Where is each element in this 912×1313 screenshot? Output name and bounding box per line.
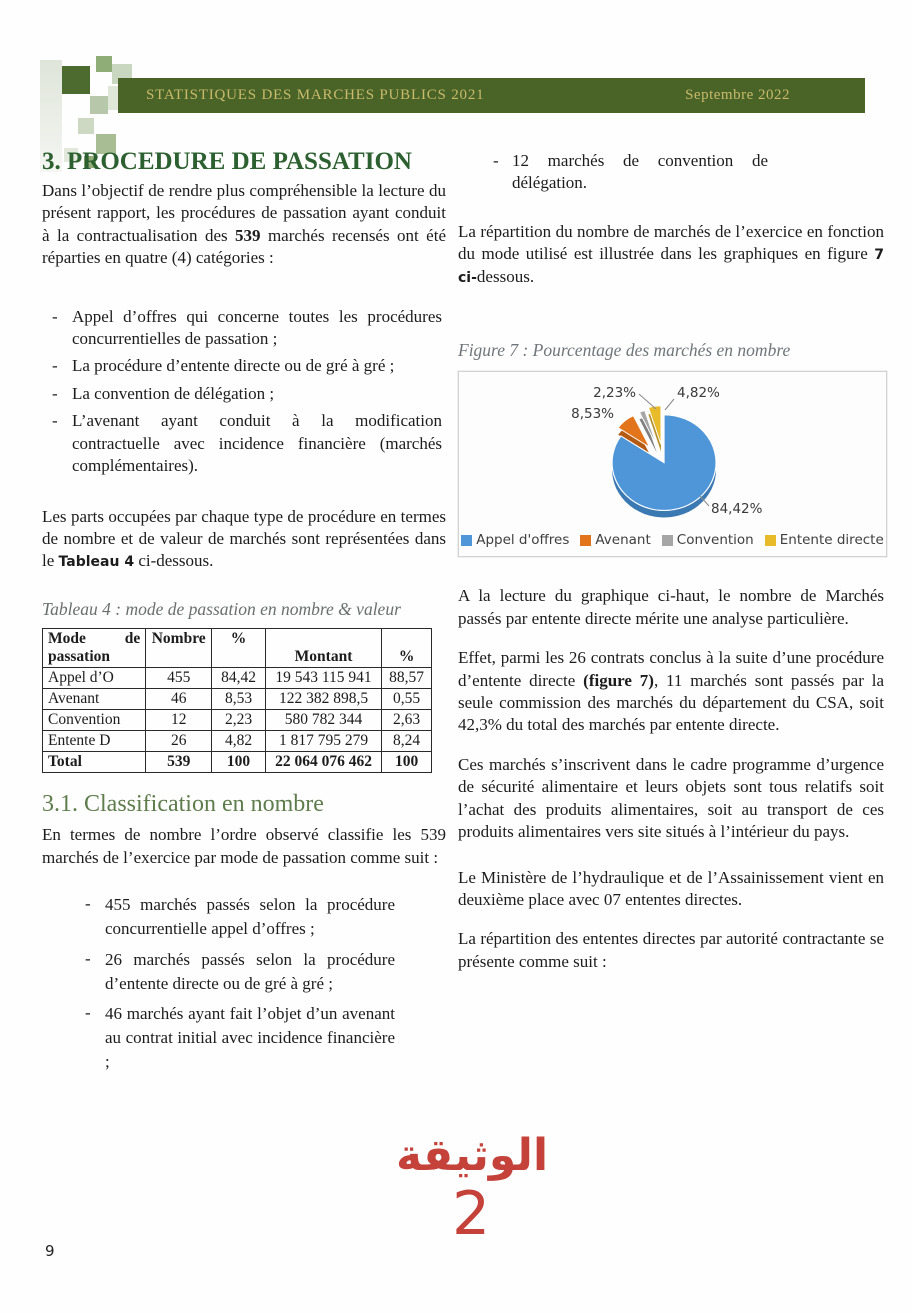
legend-item bbox=[765, 532, 884, 548]
intro-bold-number: 539 bbox=[235, 225, 261, 245]
legend-swatch-entente-directe-icon bbox=[765, 535, 776, 546]
list-item bbox=[42, 355, 446, 377]
parts-paragraph bbox=[42, 506, 446, 573]
table-cell: 100 bbox=[382, 751, 432, 772]
table-total-row bbox=[43, 751, 432, 772]
page-number: 9 bbox=[45, 1242, 55, 1260]
figure7-reference: 7 ci- bbox=[458, 247, 884, 286]
list-item bbox=[42, 306, 446, 351]
chart-legend bbox=[459, 532, 886, 548]
table-cell: 22 064 076 462 bbox=[265, 751, 381, 772]
intro-paragraph bbox=[42, 180, 446, 270]
banner-date: Septembre 2022 bbox=[685, 87, 790, 103]
legend-swatch-appel-offres-icon bbox=[461, 535, 472, 546]
dash-bullet: - bbox=[493, 151, 499, 170]
intro-text-after: marchés recensés ont été réparties en quatre (4) catégories : bbox=[42, 225, 446, 268]
dash-bullet: - bbox=[85, 1002, 91, 1022]
list-item-text: 455 marchés passés selon la procédure concurrentielle appel d’offres ; bbox=[105, 895, 395, 939]
table-cell: 2,23 bbox=[212, 709, 266, 730]
table-row bbox=[43, 688, 432, 709]
legend-label: Entente directe bbox=[779, 532, 884, 549]
cadre-paragraph: Ces marchés s’inscrivent dans le cadre programme d’urgence de sécurité alimentaire et leurs objets sont tous relatifs soit l’achat des produits alimentaires, soit au transport de ces produits alimentaires vers site situés à l’intérieur du pays. bbox=[458, 754, 884, 842]
parts-text: Les parts occupées par chaque type de procédure en termes de nombre et de valeur de marchés sont représentées dans le bbox=[42, 506, 446, 571]
table-header-cell: % bbox=[212, 628, 266, 667]
leader-line bbox=[665, 399, 674, 410]
table-cell: 0,55 bbox=[382, 688, 432, 709]
tableau4-reference: Tableau 4 bbox=[58, 554, 135, 571]
pie-label-appel: 84,42% bbox=[711, 501, 763, 518]
list-item-text: 12 marchés de convention de délégation. bbox=[512, 151, 768, 193]
effet-text-after: , 11 marchés sont passés par la seule commission des marchés du département du CSA, soit 42,3% du total des marchés par entente directe. bbox=[458, 670, 884, 735]
dash-bullet: - bbox=[85, 894, 91, 914]
table-cell: 46 bbox=[146, 688, 212, 709]
table-cell: Avenant bbox=[43, 688, 146, 709]
list-item bbox=[458, 150, 884, 195]
repartition-text: La répartition du nombre de marchés de l’exercice en fonction du mode utilisé est illustrée dans les graphiques en figure bbox=[458, 221, 884, 264]
stamp-number: 2 bbox=[452, 1179, 491, 1249]
figure7-bold-reference: (figure 7) bbox=[583, 670, 654, 690]
table-cell: Entente D bbox=[43, 730, 146, 751]
classification-list bbox=[42, 893, 446, 1074]
list-item bbox=[42, 1002, 446, 1074]
table-cell: 580 782 344 bbox=[265, 709, 381, 730]
right-column bbox=[458, 150, 884, 973]
legend-label: Avenant bbox=[595, 532, 651, 549]
table-header-row bbox=[43, 628, 432, 667]
subsection-title: 3.1. Classification en nombre bbox=[42, 790, 324, 817]
lecture-paragraph: A la lecture du graphique ci-haut, le nombre de Marchés passés par entente directe mérite une analyse particulière. bbox=[458, 586, 884, 628]
left-column bbox=[42, 148, 446, 1080]
list-item-text: 46 marchés ayant fait l’objet d’un avenant au contrat initial avec incidence financière ; bbox=[105, 1003, 395, 1072]
table-header-cell: Mode de passation bbox=[43, 628, 146, 667]
table-cell: 84,42 bbox=[212, 667, 266, 688]
pie-label-entente: 4,82% bbox=[677, 385, 720, 402]
dash-bullet: - bbox=[52, 356, 58, 376]
pie-chart bbox=[459, 372, 886, 524]
table-cell: Appel d’O bbox=[43, 667, 146, 688]
pie-label-convention: 2,23% bbox=[593, 385, 636, 402]
table-cell: 4,82 bbox=[212, 730, 266, 751]
list-item bbox=[42, 948, 446, 996]
list-item-text: La procédure d’entente directe ou de gré à gré ; bbox=[72, 356, 395, 376]
convention-list bbox=[458, 150, 884, 195]
list-item bbox=[42, 410, 446, 477]
table-row bbox=[43, 730, 432, 751]
list-item bbox=[42, 893, 446, 941]
list-item bbox=[42, 383, 446, 405]
table-cell: 122 382 898,5 bbox=[265, 688, 381, 709]
legend-label: Convention bbox=[676, 532, 754, 549]
table-header-cell: Nombre bbox=[146, 628, 212, 667]
table-cell: 88,57 bbox=[382, 667, 432, 688]
effet-text: Effet, parmi les 26 contrats conclus à la suite d’une procédure d’entente directe bbox=[458, 648, 884, 690]
legend-label: Appel d'offres bbox=[476, 532, 570, 549]
section-title: 3. PROCEDURE DE PASSATION bbox=[42, 148, 412, 175]
table-cell: 539 bbox=[146, 751, 212, 772]
table-cell: 12 bbox=[146, 709, 212, 730]
table-cell: 8,24 bbox=[382, 730, 432, 751]
table-header-cell: Montant bbox=[265, 628, 381, 667]
dash-bullet: - bbox=[52, 383, 58, 403]
figure-caption: Figure 7 : Pourcentage des marchés en nombre bbox=[458, 340, 791, 361]
intro-text: Dans l’objectif de rendre plus compréhensible la lecture du présent rapport, les procédures de passation ayant conduit à la contractualisation des bbox=[42, 180, 446, 245]
leader-line bbox=[639, 394, 656, 409]
dash-bullet: - bbox=[52, 411, 58, 431]
table-cell: 26 bbox=[146, 730, 212, 751]
effet-paragraph bbox=[458, 647, 884, 737]
repartition-paragraph bbox=[458, 221, 884, 288]
table-cell: Total bbox=[43, 751, 146, 772]
categories-list bbox=[42, 306, 446, 478]
banner-title: STATISTIQUES DES MARCHES PUBLICS 2021 bbox=[146, 87, 485, 103]
passation-table bbox=[42, 628, 432, 773]
table-row bbox=[43, 709, 432, 730]
table-cell: 100 bbox=[212, 751, 266, 772]
pie-label-avenant: 8,53% bbox=[571, 406, 614, 423]
legend-swatch-convention-icon bbox=[662, 535, 673, 546]
table-cell: 1 817 795 279 bbox=[265, 730, 381, 751]
pie-slices bbox=[612, 406, 716, 511]
legend-swatch-avenant-icon bbox=[580, 535, 591, 546]
table-cell: 455 bbox=[146, 667, 212, 688]
list-item-text: Appel d’offres qui concerne toutes les procédures concurrentielles de passation ; bbox=[72, 306, 442, 348]
figure7-chart bbox=[458, 371, 887, 557]
table-row bbox=[43, 667, 432, 688]
table-cell: Convention bbox=[43, 709, 146, 730]
repartition-ed-paragraph: La répartition des ententes directes par autorité contractante se présente comme suit : bbox=[458, 929, 884, 971]
table-cell: 2,63 bbox=[382, 709, 432, 730]
ministere-paragraph: Le Ministère de l’hydraulique et de l’Assainissement vient en deuxième place avec 07 ententes directes. bbox=[458, 867, 884, 909]
table-cell: 8,53 bbox=[212, 688, 266, 709]
stamp-arabic-text: الوثيقة bbox=[396, 1130, 549, 1181]
table-cell: 19 543 115 941 bbox=[265, 667, 381, 688]
list-item-text: La convention de délégation ; bbox=[72, 383, 275, 403]
parts-text-after: ci-dessous. bbox=[134, 551, 214, 571]
list-item-text: L’avenant ayant conduit à la modification contractuelle avec incidence financière (marchés complémentaires). bbox=[72, 411, 442, 476]
dash-bullet: - bbox=[85, 948, 91, 968]
dash-bullet: - bbox=[52, 306, 58, 326]
legend-item bbox=[461, 532, 569, 548]
table-caption: Tableau 4 : mode de passation en nombre & valeur bbox=[42, 598, 401, 619]
header-banner bbox=[118, 78, 865, 113]
list-item-text: 26 marchés passés selon la procédure d’entente directe ou de gré à gré ; bbox=[105, 949, 395, 993]
classification-intro: En termes de nombre l’ordre observé classifie les 539 marchés de l’exercice par mode de passation comme suit : bbox=[42, 825, 446, 867]
repartition-text-after: dessous. bbox=[476, 266, 535, 286]
legend-item bbox=[662, 532, 754, 548]
legend-item bbox=[580, 532, 650, 548]
table-header-cell: % bbox=[382, 628, 432, 667]
